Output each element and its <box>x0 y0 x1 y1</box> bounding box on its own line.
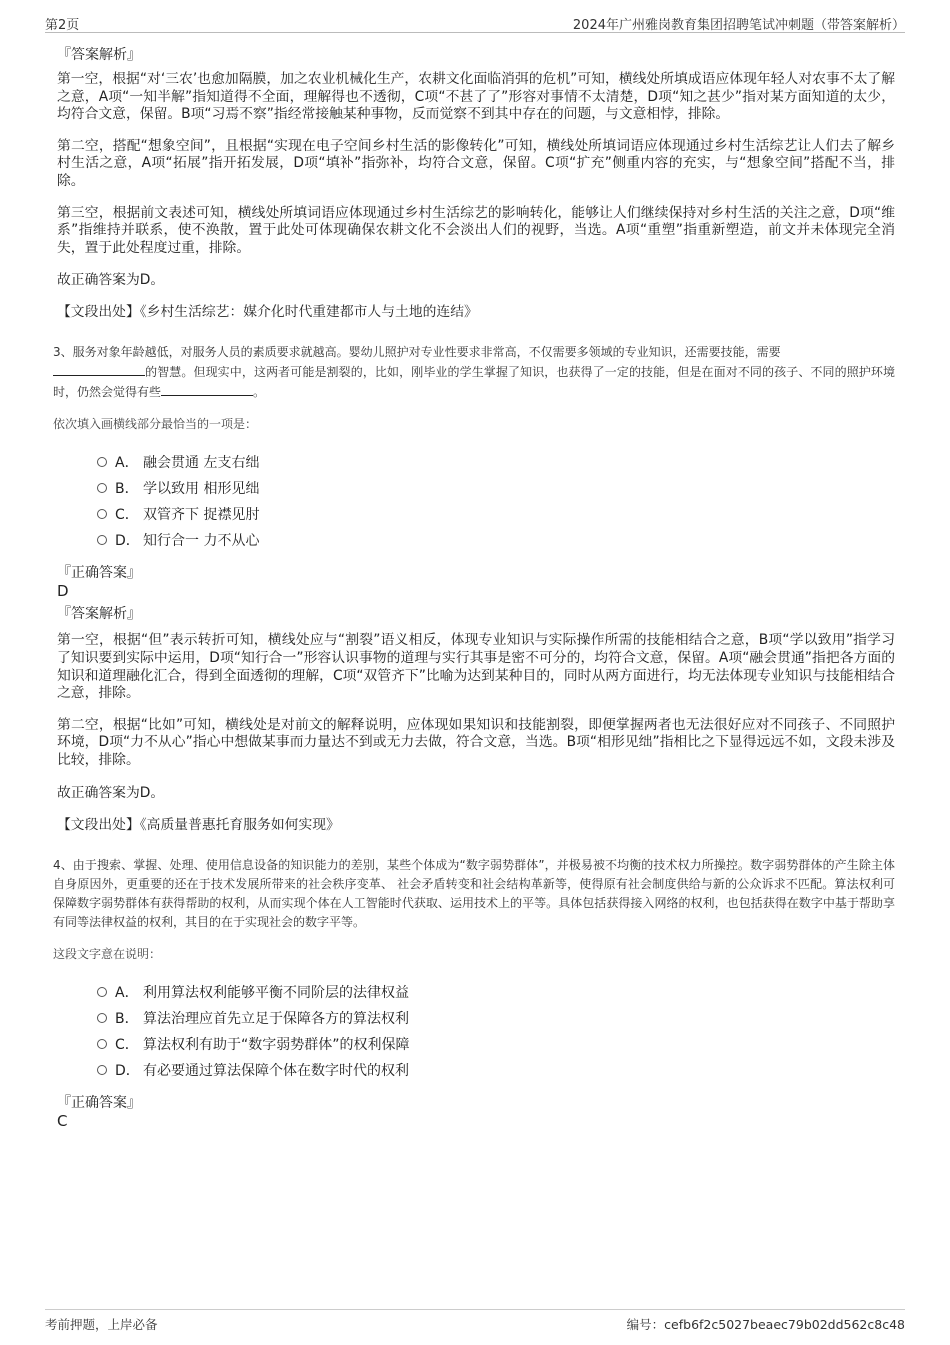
question-3-text-part2: 的智慧。但现实中，这两者可能是割裂的，比如，刚毕业的学生掌握了知识，也获得了一定的技能，但是在面对不同的孩子、不同的照护环境时，仍然会觉得有些 <box>53 365 895 400</box>
footer-slogan: 考前押题，上岸必备 <box>45 1317 158 1332</box>
fill-blank-2 <box>161 382 253 396</box>
option-a[interactable]: A． 融会贯通 左支右绌 <box>97 450 895 476</box>
correct-answer-label: 『正确答案』 <box>57 565 141 582</box>
option-text: 双管齐下 捉襟见肘 <box>143 507 260 524</box>
analysis-paragraph: 第三空，根据前文表述可知，横线处所填词语应体现通过乡村生活综艺的影响转化，能够让人们继续保持对乡村生活的关注之意，D项“维系”指维持并联系，使不涣散，置于此处可体现确保农耕文化不会淡出人们的视野，当选。A项“重塑”指重新塑造，前文并未体现完全消失，置于此处程度过重，排除。 <box>57 204 895 256</box>
question-3-prompt: 依次填入画横线部分最恰当的一项是： <box>53 417 258 432</box>
page-footer <box>45 1309 905 1336</box>
radio-icon[interactable] <box>97 1039 107 1049</box>
question-3-text-part3: 。 <box>253 385 266 400</box>
page-header <box>45 10 905 33</box>
radio-icon[interactable] <box>97 1065 107 1075</box>
option-text: 知行合一 力不从心 <box>143 533 260 550</box>
option-text: 融会贯通 左支右绌 <box>143 455 260 472</box>
correct-answer: C <box>57 1111 68 1130</box>
radio-icon[interactable] <box>97 509 107 519</box>
analysis-label: 『答案解析』 <box>57 606 141 623</box>
option-text: 算法权利有助于“数字弱势群体”的权利保障 <box>143 1036 410 1053</box>
option-text: 算法治理应首先立足于保障各方的算法权利 <box>143 1010 409 1027</box>
document-title: 2024年广州雅岗教育集团招聘笔试冲刺题（带答案解析） <box>572 18 905 33</box>
analysis-paragraph: 第二空，根据“比如”可知，横线处是对前文的解释说明，应体现如果知识和技能割裂，即便掌握两者也无法很好应对不同孩子、不同照护环境，D项“力不从心”指心中想做某事而力量达不到或无力去做，符合文意，当选。B项“相形见绌”指相比之下显得远远不如，文段未涉及比较，排除。 <box>57 716 895 768</box>
analysis-paragraph: 第二空，搭配“想象空间”，且根据“实现在电子空间乡村生活的影像转化”可知，横线处所填词语应体现通过乡村生活综艺让人们去了解乡村生活之意，A项“拓展”指开拓发展，D项“填补”指弥补，均符合文意，保留。C项“扩充”侧重内容的充实，与“想象空间”搭配不当，排除。 <box>57 137 895 189</box>
correct-answer-label: 『正确答案』 <box>57 1094 141 1111</box>
question-3-text-part1: 3、服务对象年龄越低，对服务人员的素质要求就越高。婴幼儿照护对专业性要求非常高，不仅需要多领域的专业知识，还需要技能，需要 <box>53 345 781 360</box>
option-b[interactable]: B． 算法治理应首先立足于保障各方的算法权利 <box>97 1006 895 1032</box>
radio-icon[interactable] <box>97 535 107 545</box>
page-number: 第2页 <box>45 18 80 33</box>
question-4-text: 4、由于搜索、掌握、处理、使用信息设备的知识能力的差别，某些个体成为“数字弱势群体”，并极易被不均衡的技术权力所操控。数字弱势群体的产生除主体自身原因外，更重要的还在于技术发展所带来的社会秩序变革、 社会矛盾转变和社会结构革新等，使得原有社会制度供给与新的公众诉求不匹配。算法权利可保障数字弱势群体有获得帮助的权利，从而实现个体在人工智能时代获取、运用技术上的平等。具体包括获得接入网络的权利，也包括获得在数字中基于帮助享有同等法律权益的权利，其目的在于实现社会的数字平等。 <box>53 857 895 929</box>
analysis-conclusion: 故正确答案为D。 <box>57 272 165 289</box>
option-text: 学以致用 相形见绌 <box>143 481 260 498</box>
option-d[interactable]: D． 有必要通过算法保障个体在数字时代的权利 <box>97 1058 895 1084</box>
option-c[interactable]: C． 双管齐下 捉襟见肘 <box>97 502 895 528</box>
analysis-conclusion: 故正确答案为D。 <box>57 784 165 801</box>
option-c[interactable]: C． 算法权利有助于“数字弱势群体”的权利保障 <box>97 1032 895 1058</box>
analysis-label: 『答案解析』 <box>57 47 141 63</box>
question-4-options <box>97 980 895 1084</box>
option-d[interactable]: D． 知行合一 力不从心 <box>97 528 895 554</box>
page-content <box>53 40 895 1135</box>
text-source: 【文段出处】《乡村生活综艺：媒介化时代重建都市人与土地的连结》 <box>57 304 478 321</box>
radio-icon[interactable] <box>97 483 107 493</box>
option-b[interactable]: B． 学以致用 相形见绌 <box>97 476 895 502</box>
document-code: 编号：cefb6f2c5027beaec79b02dd562c8c48 <box>626 1317 905 1332</box>
question-3-text <box>53 343 895 402</box>
option-text: 利用算法权利能够平衡不同阶层的法律权益 <box>143 984 409 1001</box>
option-a[interactable]: A． 利用算法权利能够平衡不同阶层的法律权益 <box>97 980 895 1006</box>
question-3-options <box>97 450 895 554</box>
radio-icon[interactable] <box>97 987 107 997</box>
text-source: 【文段出处】《高质量普惠托育服务如何实现》 <box>57 816 340 833</box>
radio-icon[interactable] <box>97 457 107 467</box>
radio-icon[interactable] <box>97 1013 107 1023</box>
question-4-prompt: 这段文字意在说明： <box>53 946 162 961</box>
analysis-paragraph: 第一空，根据“对‘三农’也愈加隔膜，加之农业机械化生产，农耕文化面临消弭的危机”可知，横线处所填成语应体现年轻人对农事不太了解之意，A项“一知半解”指知道得不全面，理解得也不透彻，C项“不甚了了”形容对事情不太清楚，D项“知之甚少”指对某方面知道的太少，均符合文意，保留。B项“习焉不察”指经常接触某种事物，反而觉察不到其中存在的问题，与文意相悖，排除。 <box>57 71 895 123</box>
fill-blank-1 <box>53 362 145 376</box>
correct-answer: D <box>57 582 69 601</box>
option-text: 有必要通过算法保障个体在数字时代的权利 <box>143 1062 409 1079</box>
analysis-paragraph: 第一空，根据“但”表示转折可知，横线处应与“割裂”语义相反，体现专业知识与实际操作所需的技能相结合之意，B项“学以致用”指学习了知识要到实际中运用，D项“知行合一”形容认识事物的道理与实行其事是密不可分的，均符合文意，保留。A项“融会贯通”指把各方面的知识和道理融化汇合，得到全面透彻的理解，C项“双管齐下”比喻为达到某种目的，同时从两方面进行，均无法体现专业知识与技能相结合之意，排除。 <box>57 632 895 702</box>
